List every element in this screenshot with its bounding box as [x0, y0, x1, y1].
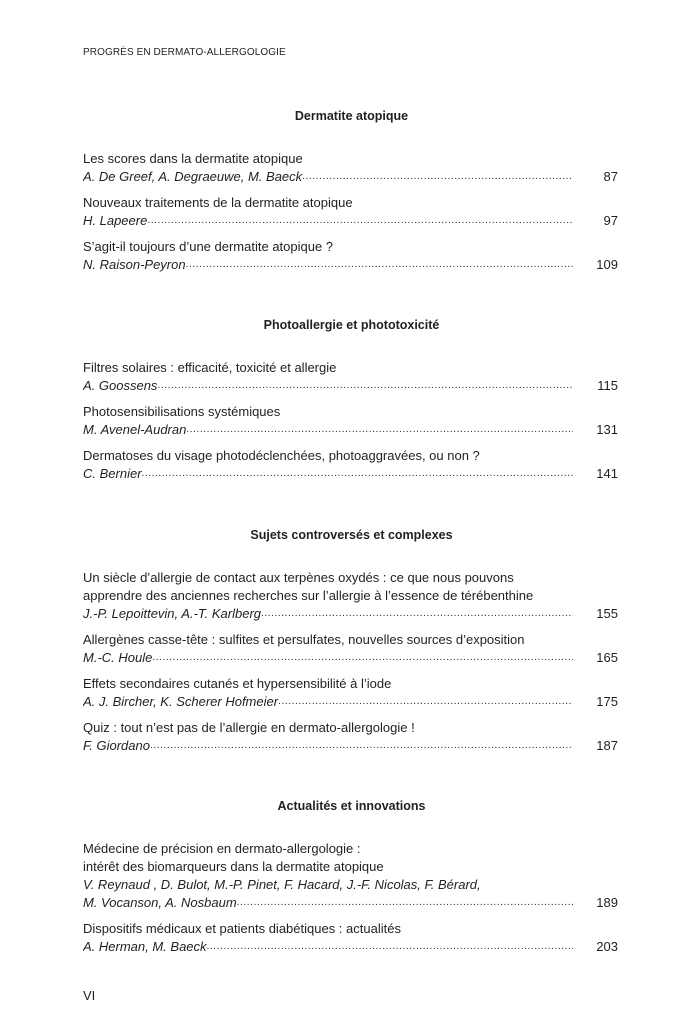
page-number: 165	[596, 650, 618, 665]
dot-leader	[186, 421, 573, 439]
dot-leader	[278, 693, 573, 711]
entry-authors: A. Goossens	[83, 378, 158, 393]
entry-title: Dispositifs médicaux et patients diabétiques : actualités	[83, 921, 401, 936]
entry-authors: M. Avenel-Audran	[83, 422, 187, 437]
author-row	[83, 605, 618, 623]
section-title: Dermatite atopique	[294, 109, 409, 123]
author-leader-group	[83, 693, 573, 711]
author-leader-group	[83, 938, 573, 956]
entry-authors: C. Bernier	[83, 466, 142, 481]
entry-title: Effets secondaires cutanés et hypersensibilité à l’iode	[83, 676, 392, 691]
page-folio: VI	[83, 988, 96, 1003]
toc-entry	[83, 920, 618, 956]
toc-entry	[83, 569, 618, 623]
entry-authors: M. Vocanson, A. Nosbaum	[83, 895, 237, 910]
dot-leader	[302, 168, 573, 186]
dot-leader	[186, 256, 573, 274]
page-number: 115	[597, 378, 618, 393]
toc-entry	[83, 359, 618, 395]
section-title: Photoallergie et phototoxicité	[263, 318, 440, 332]
dot-leader	[147, 212, 573, 230]
author-row	[83, 465, 618, 483]
toc-entry	[83, 840, 618, 912]
toc-entry	[83, 631, 618, 667]
author-leader-group	[83, 168, 573, 186]
entry-title: Médecine de précision en dermato-allergologie :	[83, 841, 361, 856]
author-row	[83, 693, 618, 711]
page-number: 203	[596, 939, 618, 954]
author-row	[83, 938, 618, 956]
page-number: 187	[596, 738, 618, 753]
author-leader-group	[83, 894, 573, 912]
author-row	[83, 256, 618, 274]
dot-leader	[150, 737, 573, 755]
author-row	[83, 377, 618, 395]
author-leader-group	[83, 212, 573, 230]
author-leader-group	[83, 737, 573, 755]
author-row	[83, 894, 618, 912]
toc-entry	[83, 194, 618, 230]
author-row	[83, 649, 618, 667]
entry-title: Photosensibilisations systémiques	[83, 404, 281, 419]
author-row	[83, 212, 618, 230]
page-number: 175	[596, 694, 618, 709]
author-leader-group	[83, 649, 573, 667]
toc-entry	[83, 675, 618, 711]
author-leader-group	[83, 605, 573, 623]
dot-leader	[237, 894, 573, 912]
dot-leader	[157, 377, 573, 395]
toc-section	[83, 797, 618, 964]
page-number: 189	[596, 895, 618, 910]
toc-entry	[83, 719, 618, 755]
entry-authors: A. Herman, M. Baeck	[83, 939, 207, 954]
page-number: 109	[596, 257, 618, 272]
page-number: 141	[596, 466, 618, 481]
entry-title: Les scores dans la dermatite atopique	[83, 151, 303, 166]
author-leader-group	[83, 421, 573, 439]
section-title: Sujets controversés et complexes	[250, 528, 453, 542]
page-number: 87	[603, 169, 618, 184]
entry-title: apprendre des anciennes recherches sur l’allergie à l’essence de térébenthine	[83, 588, 534, 603]
entry-title: intérêt des biomarqueurs dans la dermatite atopique	[83, 859, 384, 874]
author-leader-group	[83, 377, 573, 395]
entry-authors: V. Reynaud , D. Bulot, M.-P. Pinet, F. Hacard, J.-F. Nicolas, F. Bérard,	[83, 877, 481, 892]
author-row	[83, 737, 618, 755]
entry-authors: H. Lapeere	[83, 213, 148, 228]
entry-title: Filtres solaires : efficacité, toxicité et allergie	[83, 360, 337, 375]
toc-entry	[83, 403, 618, 439]
dot-leader	[152, 649, 573, 667]
dot-leader	[261, 605, 573, 623]
page-number: 131	[596, 422, 618, 437]
entry-title: Dermatoses du visage photodéclenchées, photoaggravées, ou non ?	[83, 448, 480, 463]
entry-title: Nouveaux traitements de la dermatite atopique	[83, 195, 353, 210]
dot-leader	[142, 465, 573, 483]
entry-authors: F. Giordano	[83, 738, 150, 753]
author-row	[83, 168, 618, 186]
entry-authors: J.-P. Lepoittevin, A.-T. Karlberg	[83, 606, 262, 621]
author-leader-group	[83, 256, 573, 274]
entry-authors: A. De Greef, A. Degraeuwe, M. Baeck	[83, 169, 303, 184]
toc-section	[83, 316, 618, 491]
entry-authors: M.-C. Houle	[83, 650, 153, 665]
entry-authors: A. J. Bircher, K. Scherer Hofmeier	[83, 694, 279, 709]
entry-title: Un siècle d’allergie de contact aux terpènes oxydés : ce que nous pouvons	[83, 570, 514, 585]
entry-title: Quiz : tout n’est pas de l’allergie en dermato-allergologie !	[83, 720, 415, 735]
toc-section	[83, 526, 618, 763]
entry-authors: N. Raison-Peyron	[83, 257, 186, 272]
page-number: 155	[596, 606, 618, 621]
toc-entry	[83, 447, 618, 483]
toc-entry	[83, 238, 618, 274]
toc-entry	[83, 150, 618, 186]
page-number: 97	[603, 213, 618, 228]
section-title: Actualités et innovations	[277, 799, 426, 813]
running-head: PROGRÈS EN DERMATO-ALLERGOLOGIE	[83, 47, 286, 58]
entry-title: Allergènes casse-tête : sulfites et persulfates, nouvelles sources d’exposition	[83, 632, 525, 647]
entry-title: S’agit-il toujours d’une dermatite atopique ?	[83, 239, 334, 254]
toc-section	[83, 107, 618, 282]
author-row	[83, 421, 618, 439]
author-leader-group	[83, 465, 573, 483]
dot-leader	[207, 938, 573, 956]
